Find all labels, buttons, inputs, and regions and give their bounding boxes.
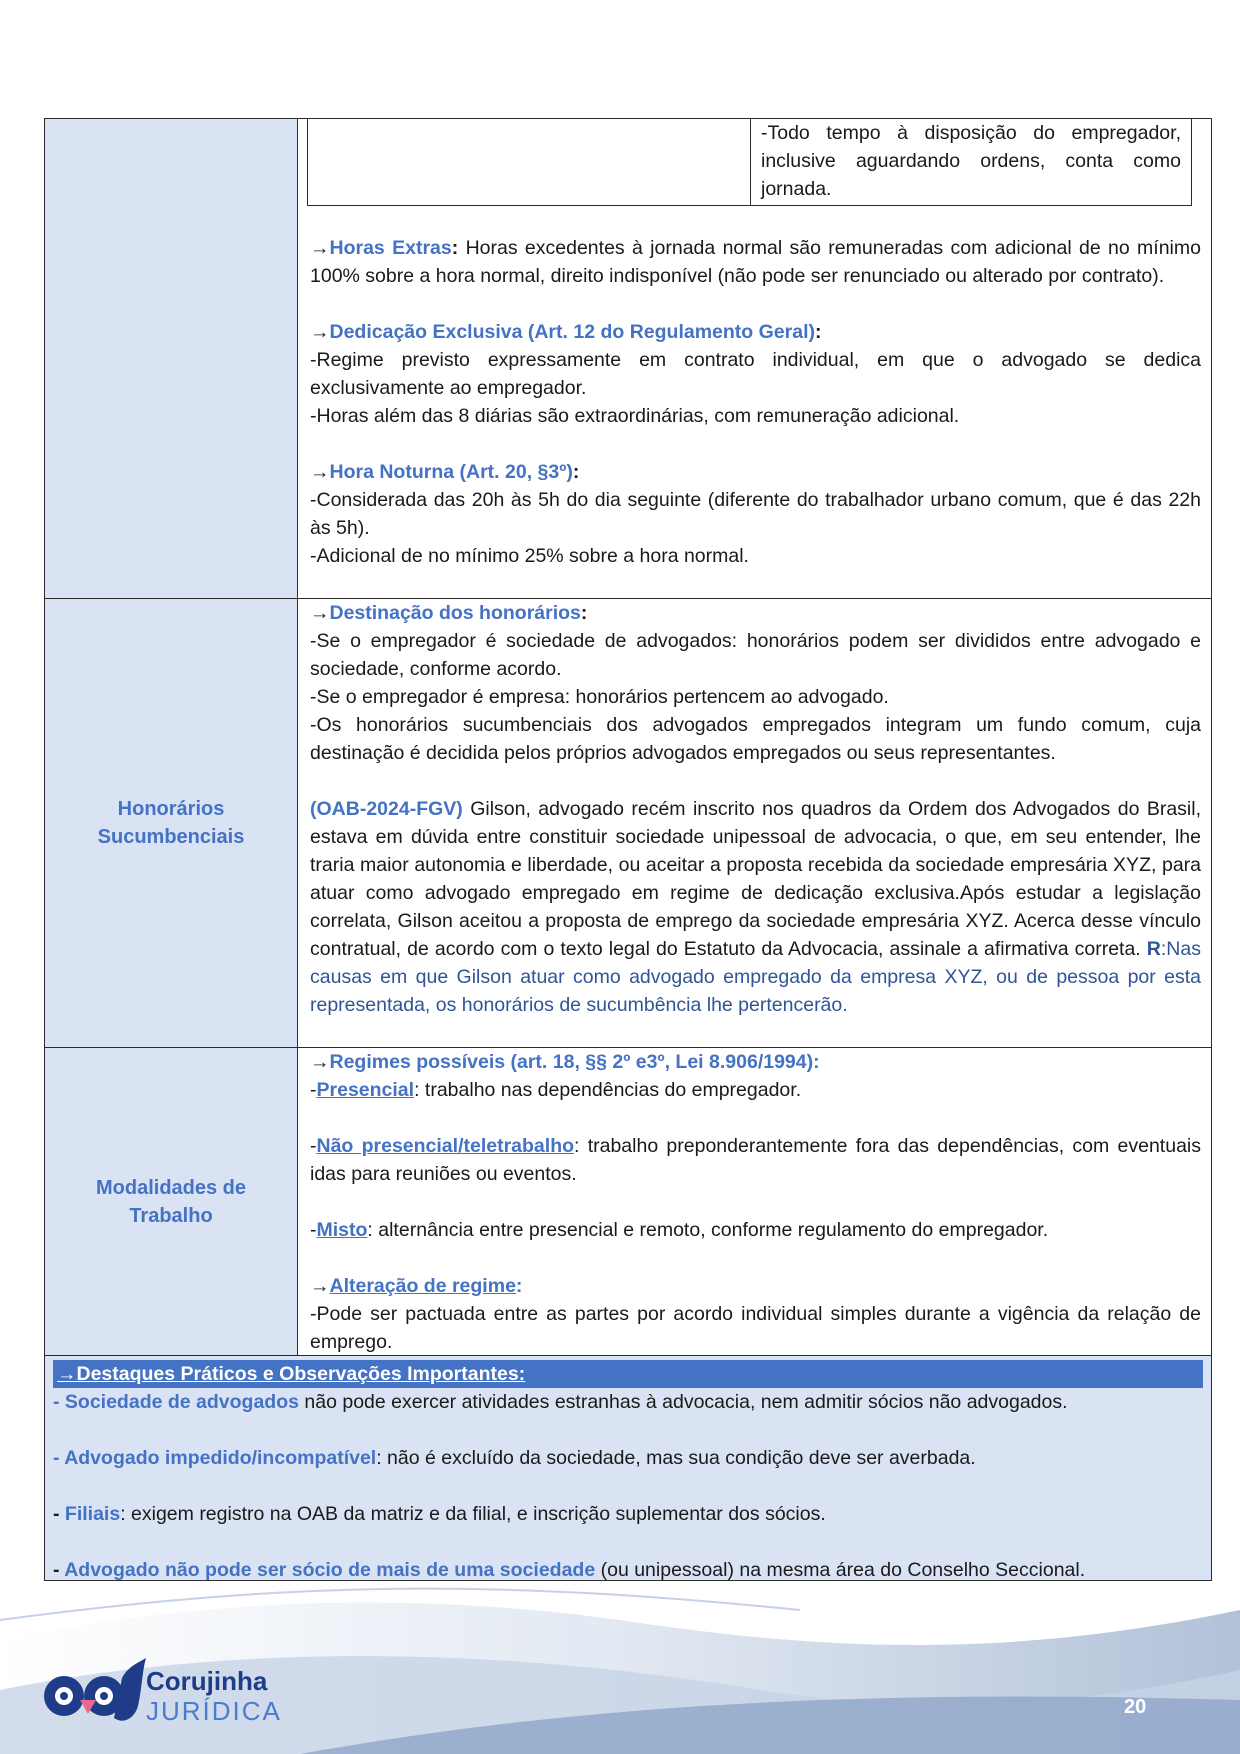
row-jornada bbox=[45, 119, 1211, 599]
arrow-icon: → bbox=[310, 321, 330, 343]
oab-question bbox=[310, 795, 1201, 1019]
horas-extras-title: Horas Extras bbox=[329, 237, 452, 259]
question-tag: (OAB-2024-FGV) bbox=[310, 798, 463, 820]
dedicacao-line-2: -Horas além das 8 diárias são extraordinárias, com remuneração adicional. bbox=[310, 405, 960, 427]
alteracao-heading: →Alteração de regime: bbox=[310, 1275, 523, 1297]
dedicacao-line-1: -Regime previsto expressamente em contrato individual, em que o advogado se dedica exclusivamente ao empregador. bbox=[310, 349, 1201, 399]
row-label-empty bbox=[45, 119, 298, 598]
misto-line: -Misto: alternância entre presencial e remoto, conforme regulamento do empregador. bbox=[310, 1219, 1049, 1241]
logo-text-juridica: JURÍDICA bbox=[146, 1696, 282, 1726]
row-honorarios bbox=[45, 599, 1211, 1048]
destaque-item-3: - Filiais: exigem registro na OAB da matriz e da filial, e inscrição suplementar dos sócios. bbox=[53, 1503, 826, 1525]
nao-presencial-term: Não presencial/teletrabalho bbox=[316, 1135, 575, 1157]
inner-table-left-cell bbox=[308, 119, 751, 205]
arrow-icon: → bbox=[310, 237, 330, 259]
horas-extras-text: Horas excedentes à jornada normal são remuneradas com adicional de no mínimo 100% sobre a hora normal, direito indisponível (não pode ser renunciado ou alterado por contrato). bbox=[310, 237, 1201, 287]
alteracao-title: Alteração de regime bbox=[329, 1275, 516, 1297]
row-destaques bbox=[45, 1356, 1211, 1580]
arrow-icon: → bbox=[310, 461, 330, 483]
nao-presencial-line: -Não presencial/teletrabalho: trabalho preponderantemente fora das dependências, com eventuais idas para reuniões ou eventos. bbox=[310, 1135, 1201, 1185]
honorarios-label: Honorários Sucumbenciais bbox=[45, 599, 298, 1047]
arrow-icon: → bbox=[310, 1275, 330, 1297]
noturna-line-2: -Adicional de no mínimo 25% sobre a hora normal. bbox=[310, 545, 749, 567]
misto-term: Misto bbox=[316, 1219, 368, 1241]
presencial-term: Presencial bbox=[316, 1079, 415, 1101]
modalidades-heading bbox=[310, 1048, 1201, 1076]
arrow-icon: → bbox=[57, 1363, 77, 1385]
destaques-box bbox=[45, 1356, 1211, 1580]
destaque-item-4: - Advogado não pode ser sócio de mais de uma sociedade (ou unipessoal) na mesma área do Conselho Seccional. bbox=[53, 1559, 1086, 1581]
modalidades-label: Modalidades de Trabalho bbox=[45, 1048, 298, 1355]
answer-text: :Nas causas em que Gilson atuar como advogado empregado da empresa XYZ, ou de pessoa por esta representada, os honorários de sucumbência lhe pertencerão. bbox=[310, 938, 1201, 1016]
question-text: Gilson, advogado recém inscrito nos quadros da Ordem dos Advogados do Brasil, estava em dúvida entre constituir sociedade unipessoal de advocacia, o que, em seu entender, lhe traria maior autonomia e liberdade, ou aceitar a proposta recebida da sociedade empresária XYZ, para atuar como advogado empregado em regime de dedicação exclusiva.Após estudar a legislação correlata, Gilson aceitou a proposta de emprego da sociedade empresária XYZ. Acerca desse vínculo contratual, de acordo com o texto legal do Estatuto da Advocacia, assinale a afirmativa correta. bbox=[310, 798, 1201, 960]
honorarios-title: Destinação dos honorários bbox=[329, 602, 581, 624]
destaque-item-2: - Advogado impedido/incompatível: não é excluído da sociedade, mas sua condição deve ser averbada. bbox=[53, 1447, 976, 1469]
presencial-line: -Presencial: trabalho nas dependências do empregador. bbox=[310, 1079, 802, 1101]
noturna-heading: →Hora Noturna (Art. 20, §3º): bbox=[310, 461, 580, 483]
noturna-line-1: -Considerada das 20h às 5h do dia seguinte (diferente do trabalhador urbano comum, que é das 22h às 5h). bbox=[310, 489, 1201, 539]
honorarios-line-3: -Os honorários sucumbenciais dos advogados empregados integram um fundo comum, cuja destinação é decidida pelos próprios advogados empregados ou seus representantes. bbox=[310, 714, 1201, 764]
dedicacao-title: Dedicação Exclusiva (Art. 12 do Regulamento Geral) bbox=[329, 321, 815, 343]
dedicacao-heading: →Dedicação Exclusiva (Art. 12 do Regulamento Geral): bbox=[310, 321, 822, 343]
destaques-header-text: Destaques Práticos e Observações Importantes: bbox=[76, 1363, 526, 1385]
arrow-icon: → bbox=[310, 602, 330, 624]
noturna-title: Hora Noturna (Art. 20, §3º) bbox=[329, 461, 573, 483]
alteracao-text: -Pode ser pactuada entre as partes por acordo individual simples durante a vigência da relação de emprego. bbox=[310, 1303, 1201, 1353]
destaques-header bbox=[53, 1360, 1203, 1388]
inner-table-right-cell: -Todo tempo à disposição do empregador, inclusive aguardando ordens, conta como jornada. bbox=[761, 122, 1181, 200]
content-table bbox=[44, 118, 1212, 1581]
page-number: 20 bbox=[1124, 1696, 1147, 1718]
honorarios-line-2: -Se o empregador é empresa: honorários pertencem ao advogado. bbox=[310, 686, 889, 708]
inner-table bbox=[307, 119, 1192, 206]
honorarios-heading: →Destinação dos honorários: bbox=[310, 602, 588, 624]
modalidades-content bbox=[298, 1048, 1211, 1355]
logo-text-corujinha: Corujinha bbox=[146, 1666, 268, 1696]
honorarios-content bbox=[298, 599, 1211, 1047]
arrow-icon: → bbox=[310, 1051, 330, 1073]
row-modalidades bbox=[45, 1048, 1211, 1356]
destaque-item-1: - Sociedade de advogados não pode exercer atividades estranhas à advocacia, nem admitir sócios não advogados. bbox=[53, 1391, 1068, 1413]
jornada-content bbox=[298, 119, 1211, 598]
honorarios-line-1: -Se o empregador é sociedade de advogados: honorários podem ser divididos entre advogado e sociedade, conforme acordo. bbox=[310, 630, 1201, 680]
answer-marker: R bbox=[1146, 938, 1161, 960]
horas-extras-paragraph: →Horas Extras: Horas excedentes à jornada normal são remuneradas com adicional de no mínimo 100% sobre a hora normal, direito indisponível (não pode ser renunciado ou alterado por contrato). bbox=[310, 237, 1201, 287]
modalidades-title: Regimes possíveis (art. 18, §§ 2º e3º, Lei 8.906/1994): bbox=[329, 1051, 820, 1073]
